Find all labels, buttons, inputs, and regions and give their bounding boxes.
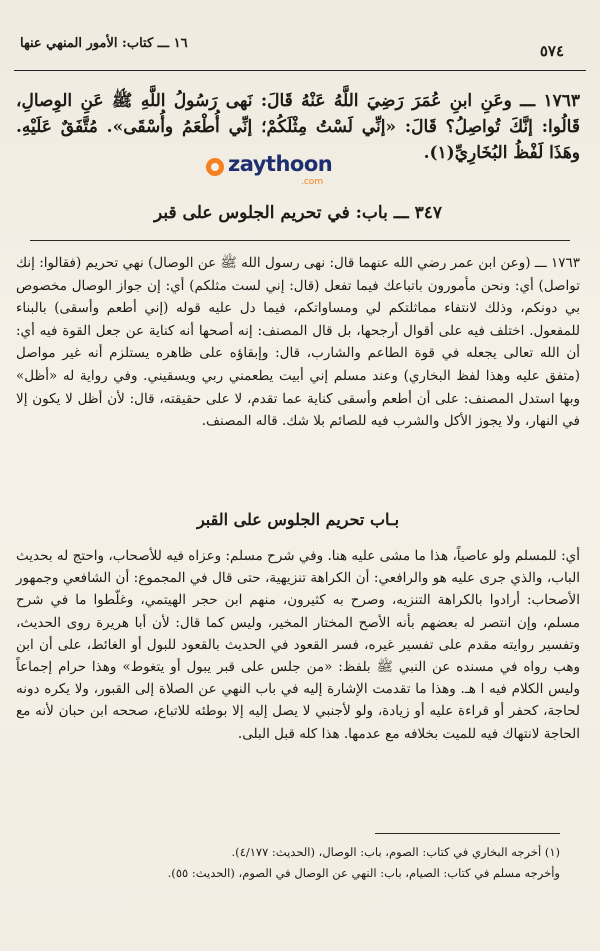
footnote-line: (١) أخرجه البخاري في كتاب: الصوم، باب: الوصال، (الحديث: ٤/١٧٧). <box>231 845 560 859</box>
footnotes <box>20 842 560 884</box>
zaythoon-watermark-logo <box>206 152 341 188</box>
divider-rule <box>30 240 570 241</box>
footnote-line: وأخرجه مسلم في كتاب: الصيام، باب: النهي عن الوصال في الصوم، (الحديث: ٥٥). <box>167 866 560 880</box>
logo-circle-icon <box>206 158 224 176</box>
running-header <box>14 30 586 71</box>
page-number: ٥٧٤ <box>539 42 564 60</box>
commentary-paragraph-2: أي: للمسلم ولو عاصياً، هذا ما مشى عليه هنا. وفي شرح مسلم: وعزاه فيه للأصحاب، واحتج له بحديث الباب، والذي جرى عليه هو والرافعي: أن الكراهة تنزيهية، حتى قال في المجموع: أن الشافعي وجمهور الأصحاب: أرادوا بالكراهة التنزيه، وصرح به كثيرون، منهم ابن حجر الهيتمي، وغلّطوا ما في شرح مسلم، وإن انتصر له بعضهم بأنه الأصح المختار المخير، وليس كما قال: لأن أبا هريرة روى الحديث، وتفسير روايته مقدم على تفسير غيره، فسر القعود في الحديث بالقعود للبول أو الغائط، على أن ابن وهب رواه في مسنده عن النبي ﷺ بلفظ: «من جلس على قبر يبول أو يتغوط» وهذا حرام إجماعاً وليس الكلام فيه ا هـ. وهذا ما تقدمت الإشارة إليه في باب النهي عن الصلاة إلى القبور، ولا يكره دونه لحاجة، كحفر أو قراءة عليه أو زيادة، ولو لأجنبي لا يصل إليه إلا بوطئه للاتباع، صححه ابن حبان لأنه مع الحاجة لانتهاك فيه للميت بخلافه مع عدمها. هذا كله قبل البلى. <box>16 548 580 742</box>
chapter-running-title: ١٦ ـــ كتاب: الأمور المنهي عنها <box>20 36 188 51</box>
hadith-text: ١٧٦٣ ـــ وعَنِ ابنِ عُمَرَ رَضِيَ اللَّهُ عَنْهُ قَالَ: نَهى رَسُولُ اللَّهِ ﷺ عَنِ الوِصالِ، قَالُوا: إنَّكَ تُواصِلُ؟ قَالَ: «إنِّي لَسْتُ مِثْلَكُمْ؛ إنِّي أُطْعَمُ وأُسْقَى». مُتَّفَقٌ عَلَيْهِ. وهَذَا لَفْظُ البُخَارِيِّ(١). <box>16 91 580 163</box>
chapter-heading: ٣٤٧ ـــ باب: في تحريم الجلوس على قبر <box>153 203 442 223</box>
footnote-rule <box>375 833 560 834</box>
logo-domain: .com <box>301 177 324 187</box>
logo-name: zaythoon <box>228 152 333 176</box>
commentary-paragraph: ١٧٦٣ ـــ (وعن ابن عمر رضي الله عنهما قال: نهى رسول الله ﷺ عن الوصال) نهي تحريم (فقالوا: إنك تواصل) أي: ونحن مأمورون باتباعك فيما تفعل (قال: إني لست مثلكم) أي: إن جواز الوصال مخصوص بي دونكم، وذلك لانتفاء مماثلتكم لي ومساواتكم، فيما دل عليه قوله (إني أطعم وأسقى) بالبناء للمفعول. اختلف فيه على أقوال أرجحها، بل قال المصنف: إنه أصحها أنه كناية عن جعل القوة فيه أي: أن الله تعالى يجعله في قوة الطاعم والشارب، قال: وإبقاؤه على ظاهره يستلزم أنه غير مواصل (متفق عليه وهذا لفظ البخاري) وعند مسلم إني أبيت يطعمني ربي ويسقيني. وفي رواية له «أظل» وبها استدل المصنف: على أن أطعم وأسقى كناية عما تقدم، لا على حقيقته، قال: لأن أظل لا يكون إلا في النهار، ولا يجوز الأكل والشرب فيه للصائم بلا شك. قاله المصنف. <box>16 255 580 430</box>
section-heading: بـاب تحريم الجلوس على القبر <box>196 510 400 529</box>
